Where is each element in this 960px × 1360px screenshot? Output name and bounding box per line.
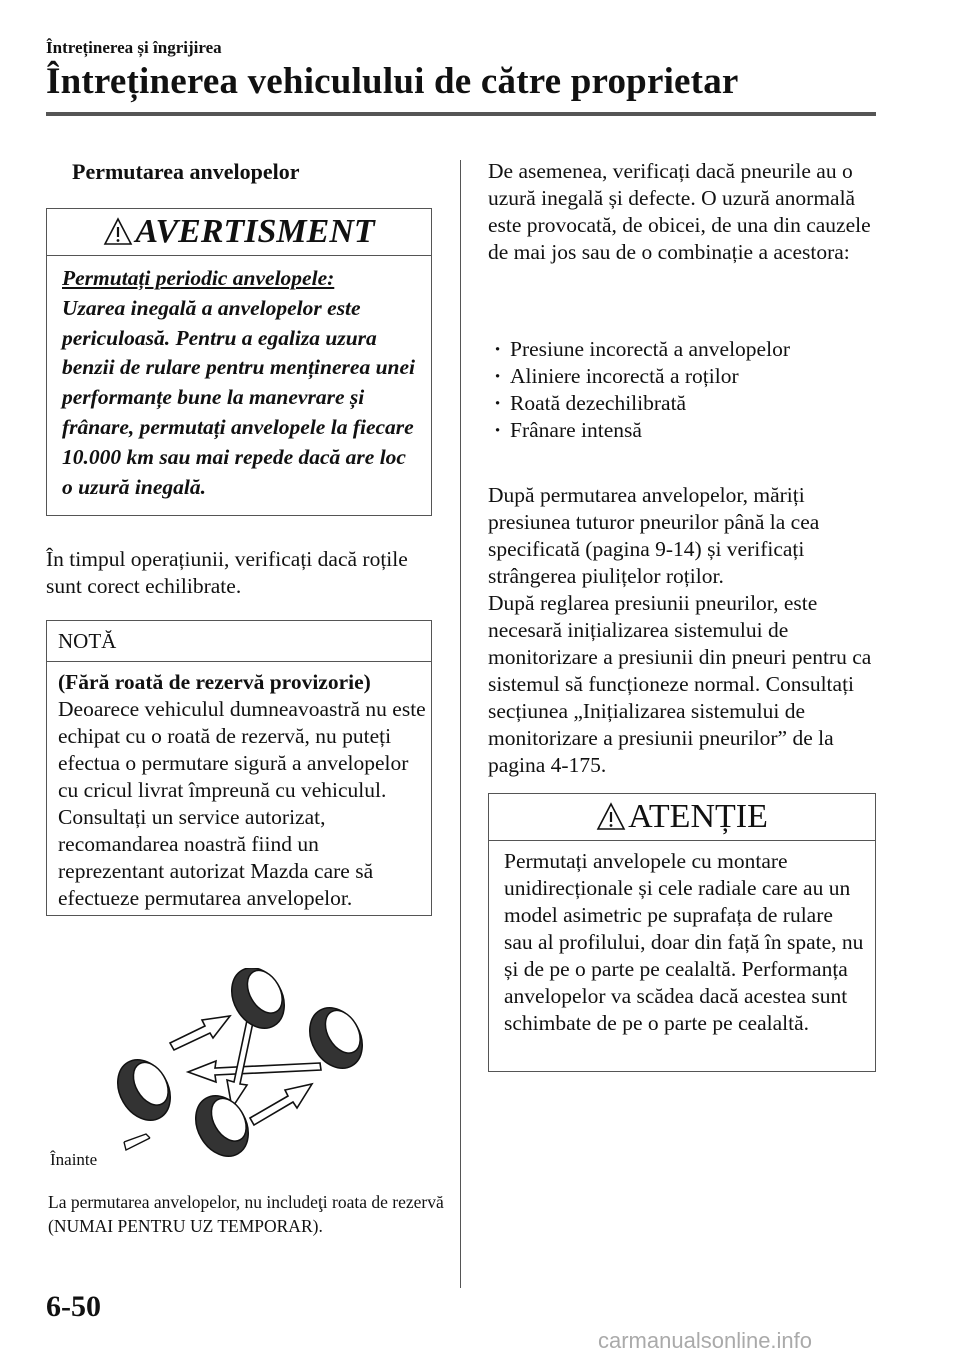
arrow-front-to-rear-right xyxy=(250,1084,312,1125)
forward-arrow-icon xyxy=(124,1134,150,1150)
note-box xyxy=(46,620,432,916)
caution-body: Permutați anvelopele cu montare unidirecționale și cele radiale care au un model asimetric pe suprafața de rulare sau al profilului, doar din față în spate, nu și de pe o parte pe cealaltă. Performanța anvelopelor va scădea dacă acestea sunt schimbate de pe o parte pe cealaltă. xyxy=(504,849,864,1035)
watermark: carmanualsonline.info xyxy=(598,1328,813,1353)
tire-front-right xyxy=(221,968,295,1038)
diagram-caption: La permutarea anvelopelor, nu includeţi roata de rezervă (NUMAI PENTRU UZ TEMPORAR). xyxy=(48,1192,444,1236)
wear-paragraph: De asemenea, verificați dacă pneurile au o uzură inegală și defecte. O uzură anormală este provocată, de obicei, de una din cauzele de mai jos sau de o combinație a acestora: xyxy=(488,159,871,264)
warning-lead: Permutați periodic anvelopele: xyxy=(62,266,335,290)
note-lead: (Fără roată de rezervă provizorie) xyxy=(58,670,371,694)
caution-title: ATENȚIE xyxy=(628,798,768,835)
list-item: · Frânare intensă xyxy=(494,417,874,444)
warning-box xyxy=(46,208,432,516)
note-text: Deoarece vehiculul dumneavoastră nu este echipat cu o roată de rezervă, nu puteți efectua o permutare sigură a anvelopelor cu cricul livrat împreună cu vehiculul. Consultați un service autorizat, recomandarea noastră fiind un reprezentant autorizat Mazda care să efectueze permutarea anvelopelor. xyxy=(58,697,426,910)
tire-front-left xyxy=(110,1050,181,1129)
warning-triangle-icon xyxy=(596,802,626,832)
header-rule xyxy=(46,112,876,116)
tire-rotation-diagram xyxy=(110,968,410,1160)
list-item: · Roată dezechilibrată xyxy=(494,390,874,417)
warning-header xyxy=(47,209,431,256)
column-divider xyxy=(460,160,461,1288)
note-body xyxy=(58,669,428,912)
tire-rear-left xyxy=(185,1086,259,1160)
wear-causes-list xyxy=(494,336,874,444)
caution-box xyxy=(488,793,876,1072)
section-label: Întreținerea și îngrijirea xyxy=(46,38,222,57)
page-title: Întreținerea vehiculului de către proprietar xyxy=(46,61,739,102)
warning-body xyxy=(62,264,422,502)
balance-paragraph: În timpul operațiunii, verificați dacă roțile sunt corect echilibrate. xyxy=(46,547,408,598)
list-item: · Presiune incorectă a anvelopelor xyxy=(494,336,874,363)
warning-title: AVERTISMENT xyxy=(135,213,375,250)
warning-text: Uzarea inegală a anvelopelor este periculoasă. Pentru a egaliza uzura benzii de rulare pentru menținerea unei performanțe bune la manevrare și frânare, permutați anvelopele la fiecare 10.000 km sau mai repede dacă are loc o uzură inegală. xyxy=(62,295,415,499)
page-number: 6-50 xyxy=(46,1290,101,1323)
arrow-rear-left-to-front-right xyxy=(170,1016,230,1050)
note-title: NOTĂ xyxy=(58,629,117,653)
caution-header xyxy=(489,794,875,841)
note-header xyxy=(47,621,431,662)
arrow-rear-right-to-front-left xyxy=(188,1061,321,1082)
subheading-tire-rotation: Permutarea anvelopelor xyxy=(72,159,300,184)
list-item: · Aliniere incorectă a roților xyxy=(494,363,874,390)
warning-triangle-icon xyxy=(103,217,133,247)
pressure-paragraph: După permutarea anvelopelor, măriți presiunea tuturor pneurilor până la cea specificată (pagina 9-14) și verificați strângerea piulițelor roților. După reglarea presiunii pneurilor, este necesară inițializarea sistemului de monitorizare a presiunii din pneuri pentru ca sistemul să funcționeze normal. Consultați secțiunea „Inițializarea sistemului de monitorizare a presiunii pneurilor” de la pagina 4-175. xyxy=(488,483,872,777)
forward-label: Înainte xyxy=(50,1150,98,1169)
